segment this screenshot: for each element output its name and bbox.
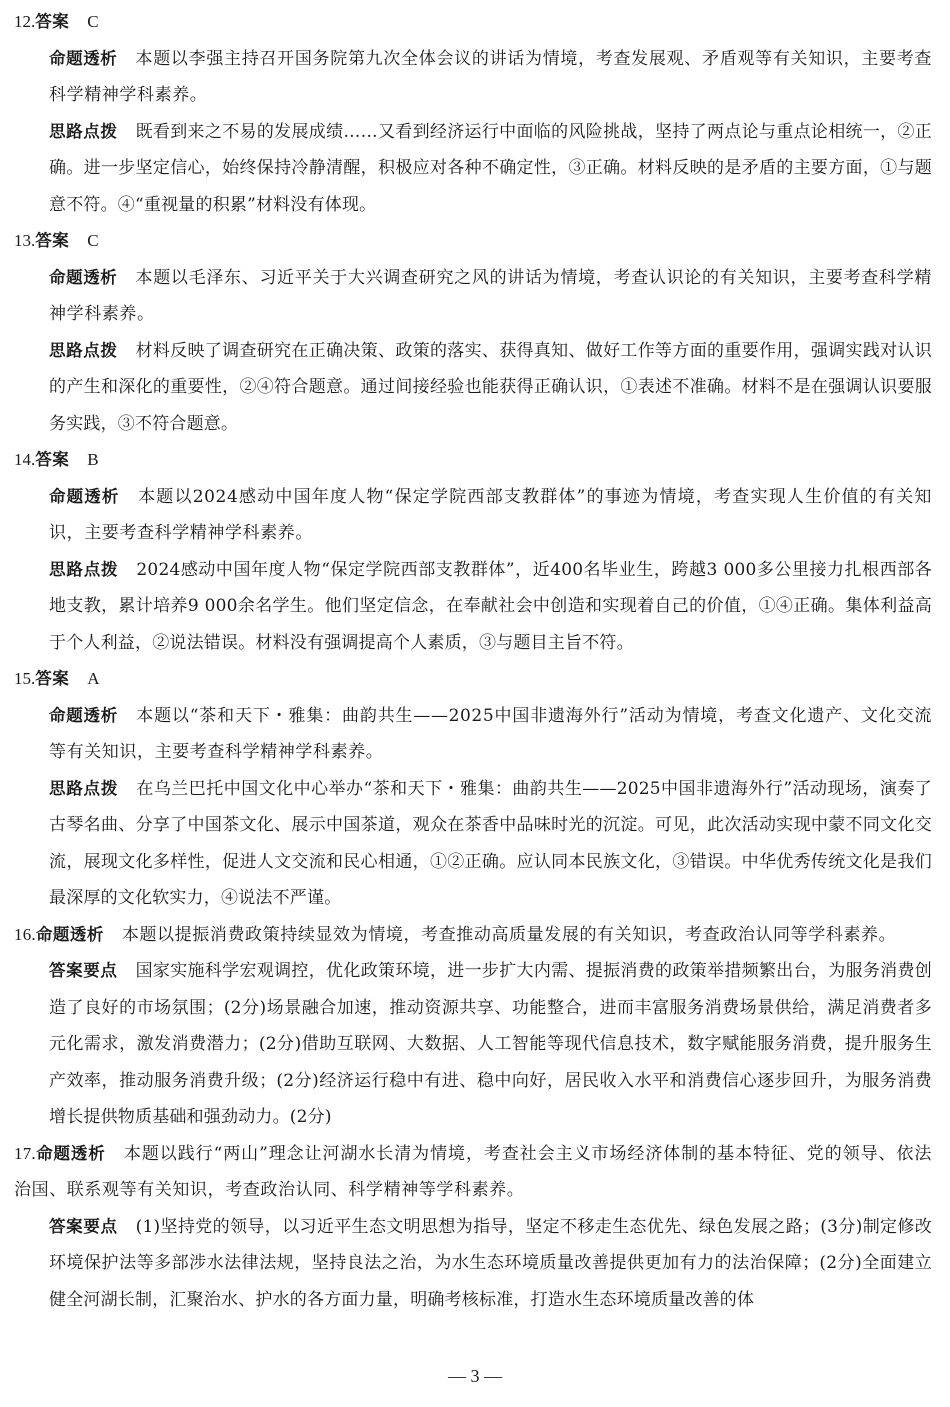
- answer-choice: C: [87, 12, 99, 31]
- intent-text: 本题以2024感动中国年度人物“保定学院西部支教群体”的事迹为情境，考查实现人生价值的有关知识，主要考查科学精神学科素养。: [49, 486, 932, 543]
- answer-label: 答案: [35, 450, 70, 469]
- intent-text: 本题以“茶和天下・雅集：曲韵共生——2025中国非遗海外行”活动为情境，考查文化遗产、文化交流等有关知识，主要考查科学精神学科素养。: [49, 705, 933, 762]
- hint-label: 思路点拨: [49, 778, 119, 798]
- question-12-hint: [0, 114, 950, 224]
- answer-label: 答案: [35, 669, 70, 688]
- question-number: 15.: [14, 669, 36, 688]
- question-17-intent: [0, 1136, 950, 1209]
- answer-label: 答案: [35, 12, 70, 31]
- intent-label: 命题透析: [49, 267, 118, 287]
- question-14: [0, 442, 950, 661]
- intent-text: 本题以践行“两山”理念让河湖水长清为情境，考查社会主义市场经济体制的基本特征、党的领导、依法治国、联系观等有关知识，考查政治认同、科学精神等学科素养。: [14, 1143, 933, 1200]
- question-12-answer-line: [0, 0, 950, 41]
- points-text: (1)坚持党的领导，以习近平生态文明思想为指导，坚定不移走生态优先、绿色发展之路；(3分)制定修改环境保护法等多部涉水法律法规，坚持良法之治，为水生态环境质量改善提供更加有力的法治保障；(2分)全面建立健全河湖长制，汇聚治水、护水的各方面力量，明确考核标准，打造水生态环境质量改善的体: [49, 1216, 932, 1310]
- hint-text: 既看到来之不易的发展成绩……又看到经济运行中面临的风险挑战，坚持了两点论与重点论相统一，②正确。进一步坚定信心，始终保持冷静清醒，积极应对各种不确定性，③正确。材料反映的是矛盾的主要方面，①与题意不符。④“重视量的积累”材料没有体现。: [49, 121, 933, 215]
- points-label: 答案要点: [49, 1216, 118, 1236]
- intent-label: 命题透析: [49, 705, 118, 725]
- question-16-points: [0, 953, 950, 1136]
- question-number: 16.: [14, 924, 36, 944]
- question-number: 12.: [14, 12, 36, 31]
- question-number: 17.: [14, 1143, 36, 1163]
- answer-choice: B: [87, 450, 99, 469]
- question-13-intent: [0, 260, 950, 333]
- question-13: [0, 223, 950, 442]
- question-number: 14.: [14, 450, 36, 469]
- question-17: [0, 1136, 950, 1319]
- hint-text: 在乌兰巴托中国文化中心举办“茶和天下・雅集：曲韵共生——2025中国非遗海外行”活动现场，演奏了古琴名曲、分享了中国茶文化、展示中国茶道，观众在茶香中品味时光的沉淀。可见，此次活动实现中蒙不同文化交流，展现文化多样性，促进人文交流和民心相通，①②正确。应认同本民族文化，③错误。中华优秀传统文化是我们最深厚的文化软实力，④说法不严谨。: [49, 778, 933, 908]
- question-number: 13.: [14, 231, 36, 250]
- points-text: 国家实施科学宏观调控，优化政策环境，进一步扩大内需、提振消费的政策举措频繁出台，为服务消费创造了良好的市场氛围；(2分)场景融合加速，推动资源共享、功能整合，进而丰富服务消费场景供给，满足消费者多元化需求，激发消费潜力；(2分)借助互联网、大数据、人工智能等现代信息技术，数字赋能服务消费，提升服务生产效率，推动服务消费升级；(2分)经济运行稳中有进、稳中向好，居民收入水平和消费信心逐步回升，为服务消费增长提供物质基础和强劲动力。(2分): [49, 961, 932, 1127]
- question-16: [0, 917, 950, 1136]
- intent-label: 命题透析: [35, 924, 104, 944]
- intent-label: 命题透析: [49, 486, 120, 506]
- question-16-intent: [0, 917, 950, 954]
- question-15-hint: [0, 771, 950, 917]
- hint-label: 思路点拨: [49, 121, 118, 141]
- question-17-points: [0, 1209, 950, 1319]
- question-14-intent: [0, 479, 950, 552]
- page-number: — 3 —: [448, 1366, 502, 1386]
- hint-text: 材料反映了调查研究在正确决策、政策的落实、获得真知、做好工作等方面的重要作用，强调实践对认识的产生和深化的重要性，②④符合题意。通过间接经验也能获得正确认识，①表述不准确。材料不是在强调认识要服务实践，③不符合题意。: [49, 340, 932, 434]
- answer-label: 答案: [35, 231, 70, 250]
- intent-text: 本题以李强主持召开国务院第九次全体会议的讲话为情境，考查发展观、矛盾观等有关知识，主要考查科学精神学科素养。: [49, 48, 933, 105]
- question-15-intent: [0, 698, 950, 771]
- intent-label: 命题透析: [35, 1143, 106, 1163]
- answer-choice: A: [87, 669, 100, 688]
- intent-label: 命题透析: [49, 48, 118, 68]
- question-14-answer-line: [0, 442, 950, 479]
- question-14-hint: [0, 552, 950, 662]
- intent-text: 本题以提振消费政策持续显效为情境，考查推动高质量发展的有关知识，考查政治认同等学科素养。: [121, 924, 897, 945]
- points-label: 答案要点: [49, 961, 118, 980]
- hint-label: 思路点拨: [49, 340, 118, 360]
- question-15-answer-line: [0, 661, 950, 698]
- question-13-hint: [0, 333, 950, 443]
- answer-choice: C: [87, 231, 99, 250]
- question-13-answer-line: [0, 223, 950, 260]
- intent-text: 本题以毛泽东、习近平关于大兴调查研究之风的讲话为情境，考查认识论的有关知识，主要考查科学精神学科素养。: [49, 267, 933, 324]
- question-15: [0, 661, 950, 917]
- question-12: [0, 0, 950, 223]
- hint-text: 2024感动中国年度人物“保定学院西部支教群体”，近400名毕业生，跨越3 000多公里接力扎根西部各地支教，累计培养9 000余名学生。他们坚定信念，在奉献社会中创造和实现着自己的价值，①④正确。集体利益高于个人利益，②说法错误。材料没有强调提高个人素质，③与题目主旨不符。: [49, 559, 933, 653]
- question-12-intent: [0, 41, 950, 114]
- hint-label: 思路点拨: [49, 559, 119, 579]
